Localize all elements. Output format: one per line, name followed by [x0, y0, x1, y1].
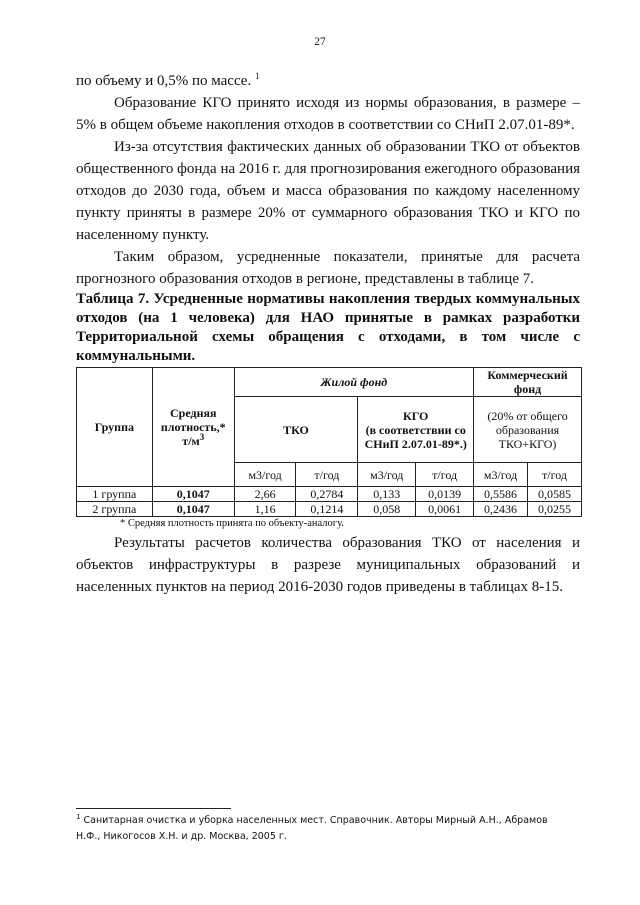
row-density: 0,1047	[152, 502, 234, 517]
row-value: 0,0585	[528, 487, 582, 502]
row-value: 0,133	[358, 487, 416, 502]
footnote-text: Санитарная очистка и уборка населенных мест. Справочник. Авторы Мирный А.Н., Абрамов Н.Ф., Никогосов Х.Н. и др. Москва, 2005 г.	[76, 815, 548, 842]
paragraph-kgo: Образование КГО принято исходя из нормы образования, в размере – 5% в общем объеме накопления отходов в соответствии со СНиП 2.07.01-89*.	[76, 95, 580, 133]
header-kgo: КГО (в соответствии со СНиП 2.07.01-89*.)	[358, 397, 474, 463]
row-group: 1 группа	[77, 487, 153, 502]
paragraph-summary: Таким образом, усредненные показатели, принятые для расчета прогнозного образования отходов в регионе, представлены в таблице 7.	[76, 249, 580, 287]
footnote-ref: 1	[254, 71, 260, 81]
intro-text	[76, 70, 580, 290]
row-value: 0,0061	[416, 502, 474, 517]
row-value: 0,2436	[474, 502, 528, 517]
norms-table	[76, 367, 582, 517]
table-caption: Таблица 7. Усредненные нормативы накопления твердых коммунальных отходов (на 1 человека) для НАО принятые в рамках разработки Территориальной схемы обращения с отходами, в том числе с коммунальными.	[76, 291, 580, 364]
row-value: 0,1214	[296, 502, 358, 517]
page-number: 27	[314, 36, 326, 48]
footnote-mark: 1	[76, 812, 81, 821]
results-text	[76, 532, 580, 598]
unit-cell: м3/год	[358, 463, 416, 487]
header-living-fund: Жилой фонд	[234, 368, 473, 397]
first-line: по объему и 0,5% по массе. $^1$	[76, 71, 260, 89]
row-value: 0,5586	[474, 487, 528, 502]
header-commercial-fund: Коммерческий фонд	[474, 368, 582, 397]
row-value: 0,2784	[296, 487, 358, 502]
table-note: * Средняя плотность принята по объекту-аналогу.	[120, 518, 344, 529]
unit-cell: т/год	[296, 463, 358, 487]
row-group: 2 группа	[77, 502, 153, 517]
row-value: 0,0255	[528, 502, 582, 517]
table-row	[77, 502, 582, 517]
row-value: 1,16	[234, 502, 296, 517]
header-tko: ТКО	[234, 397, 358, 463]
footnote	[76, 813, 556, 845]
header-group: Группа	[77, 368, 153, 487]
row-value: 0,0139	[416, 487, 474, 502]
paragraph-results: Результаты расчетов количества образования ТКО от населения и объектов инфраструктуры в разрезе муниципальных образований и населенных пунктов на период 2016-2030 годов приведены в таблицах 8-15.	[76, 535, 580, 595]
unit-cell: т/год	[528, 463, 582, 487]
unit-cell: т/год	[416, 463, 474, 487]
header-commercial-sub: (20% от общего образования ТКО+КГО)	[474, 397, 582, 463]
row-value: 2,66	[234, 487, 296, 502]
footnote-divider	[76, 808, 231, 809]
paragraph-public-fund: Из-за отсутствия фактических данных об образовании ТКО от объектов общественного фонда на 2016 г. для прогнозирования ежегодного образования отходов до 2030 года, объем и масса образования по каждому населенному пункту приняты в размере 20% от суммарного образования ТКО и КГО по населенному пункту.	[76, 139, 580, 243]
row-value: 0,058	[358, 502, 416, 517]
header-density: Средняя плотность,* $т/м^3$	[152, 368, 234, 487]
table-row	[77, 487, 582, 502]
unit-cell: м3/год	[474, 463, 528, 487]
unit-cell: м3/год	[234, 463, 296, 487]
row-density: 0,1047	[152, 487, 234, 502]
